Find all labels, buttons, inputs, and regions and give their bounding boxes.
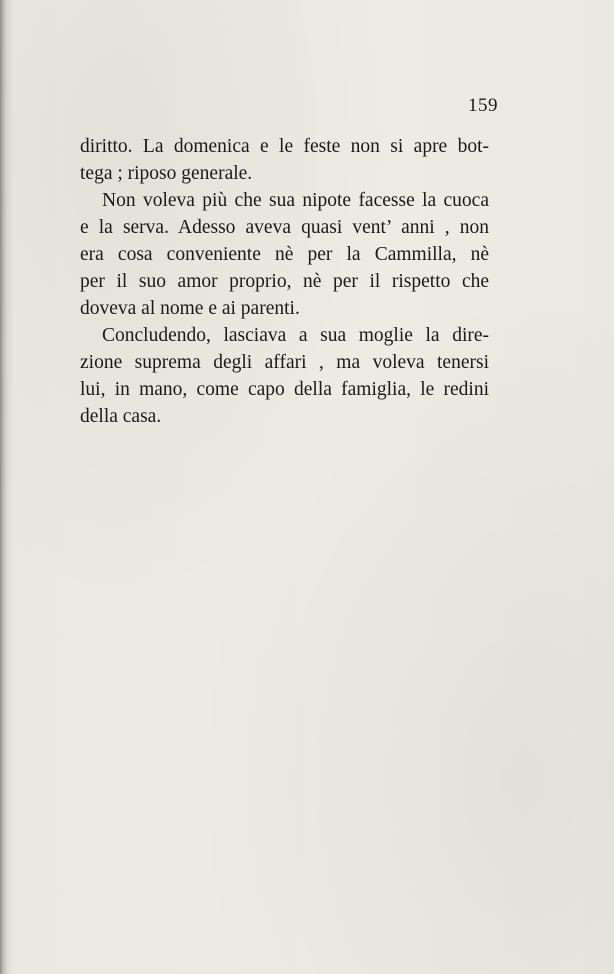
text-line: Concludendo, lasciava a sua moglie la dire-: [102, 325, 489, 346]
page-number: 159: [468, 95, 498, 116]
text-line: zione suprema degli affari , ma voleva tenersi: [80, 352, 489, 373]
paragraph-3: [80, 322, 489, 430]
body-text: [80, 133, 489, 430]
text-line: della casa.: [80, 406, 162, 427]
text-line: e la serva. Adesso aveva quasi vent’ anni , non: [80, 217, 489, 238]
paragraph-1: [80, 133, 489, 187]
text-line: diritto. La domenica e le feste non si apre bot-: [80, 136, 489, 157]
text-line: era cosa conveniente nè per la Cammilla, nè: [80, 244, 489, 265]
text-line: Non voleva più che sua nipote facesse la cuoca: [102, 190, 489, 211]
text-line: per il suo amor proprio, nè per il rispetto che: [80, 271, 489, 292]
text-line: tega ; riposo generale.: [80, 163, 253, 184]
text-line: lui, in mano, come capo della famiglia, le redini: [80, 379, 489, 400]
text-line: doveva al nome e ai parenti.: [80, 298, 300, 319]
paragraph-2: [80, 187, 489, 322]
